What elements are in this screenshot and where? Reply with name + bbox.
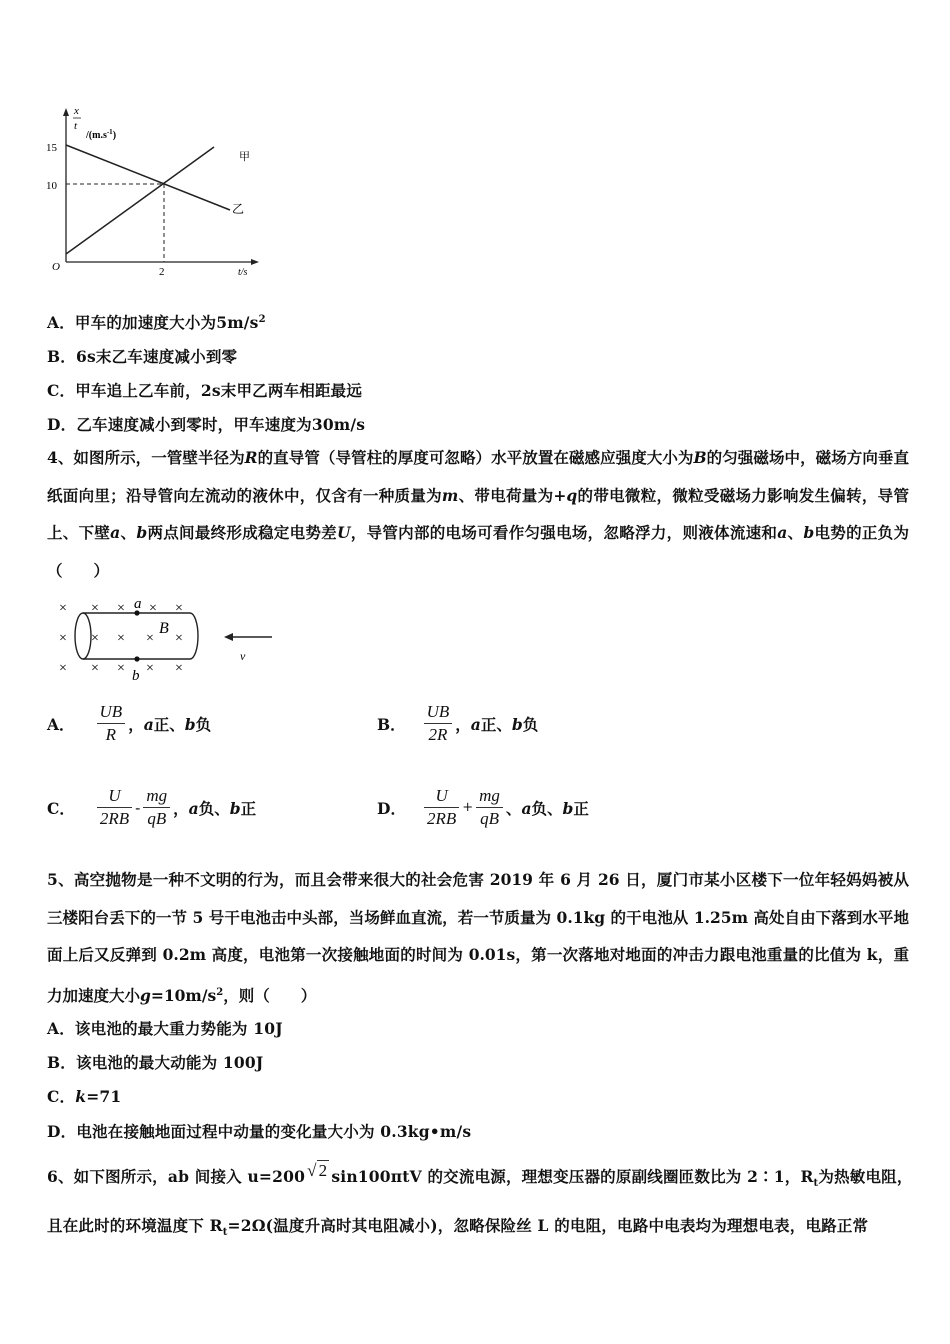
- label-b: b: [132, 668, 140, 684]
- sqrt-symbol: √ 2: [307, 1161, 328, 1180]
- origin-label: O: [52, 261, 60, 273]
- svg-text:×: ×: [117, 631, 125, 646]
- q4-option-b: B． $\frac{UB}{2R}$ ，a正、b负: [377, 702, 539, 744]
- y-axis-arrow: [63, 108, 69, 116]
- svg-text:×: ×: [91, 601, 99, 616]
- line-jia: [66, 147, 214, 254]
- svg-text:×: ×: [91, 661, 99, 676]
- q4-option-a: A． $\frac{UB}{R}$ ，a正、b负: [47, 702, 212, 744]
- x-axis-label: t/s: [238, 267, 248, 278]
- q3-option-d: D．乙车速度减小到零时，甲车速度为30m/s: [47, 415, 366, 434]
- svg-text:×: ×: [175, 601, 183, 616]
- label-jia: 甲: [239, 151, 250, 163]
- y-tick-10: 10: [46, 180, 57, 192]
- q4-option-c: C． $\frac{U}{2RB}$ - $\frac{mg}{qB}$ ，a负、b正: [47, 786, 257, 828]
- label-B: B: [159, 620, 169, 637]
- pipe-figure: [50, 592, 290, 687]
- x-t-graph: [40, 100, 270, 280]
- svg-text:×: ×: [117, 661, 125, 676]
- q6-stem-line2: 且在此时的环境温度下 $R_t=2\Omega$(温度升高时其电阻减小)，忽略保险丝 L 的电阻，电路中电表均为理想电表，电路正常: [47, 1216, 869, 1239]
- q3-option-b: B．6s末乙车速度减小到零: [47, 347, 238, 366]
- svg-text:×: ×: [59, 661, 67, 676]
- q5-stem: 5、高空抛物是一种不文明的行为，而且会带来很大的社会危害 2019 年 6 月 26 日，厦门市某小区楼下一位年轻妈妈被从三楼阳台丢下的一节 5 号干电池击中头部，当场鲜血直流，若一节质量为 0.1kg 的干电池从 1.25m 高处自由下落到水平地面上后又反弹到 0.2m 高度，电池第一次接触地面的时间为 0.01s，第一次落地对地面的冲击力跟电池重量的比值为 k，重力加速度大小$g=10m/s^2$，则（ ）: [47, 870, 909, 1005]
- pipe-left-end: [75, 613, 91, 659]
- svg-text:×: ×: [146, 661, 154, 676]
- y-label-top: x: [74, 105, 79, 117]
- y-tick-15: 15: [46, 142, 57, 154]
- field-crosses: [59, 601, 183, 676]
- q5-option-c: C．k=71: [47, 1087, 122, 1106]
- svg-text:×: ×: [149, 601, 157, 616]
- svg-text:×: ×: [91, 631, 99, 646]
- q5-option-b: B．该电池的最大动能为 100J: [47, 1053, 264, 1072]
- label-a: a: [134, 596, 142, 612]
- svg-text:×: ×: [117, 601, 125, 616]
- svg-text:×: ×: [175, 661, 183, 676]
- point-b: [134, 656, 139, 661]
- q4-stem: 4、如图所示，一管壁半径为R的直导管（导管柱的厚度可忽略）水平放置在磁感应强度大小为B的匀强磁场中，磁场方向垂直纸面向里；沿导管向左流动的液休中，仅含有一种质量为m、带电荷量为+q的带电微粒，微粒受磁场力影响发生偏转，导管上、下壁a、b两点间最终形成稳定电势差U，导管内部的电场可看作匀强电场，忽略浮力，则液体流速和a、b电势的正负为（ ）: [47, 448, 909, 580]
- svg-text:×: ×: [175, 631, 183, 646]
- q4-option-d: D． $\frac{U}{2RB}$ + $\frac{mg}{qB}$ 、a负、b正: [377, 786, 589, 828]
- line-yi: [66, 145, 230, 210]
- q5-option-d: D．电池在接触地面过程中动量的变化量大小为 0.3kg•m/s: [47, 1122, 472, 1141]
- svg-text:×: ×: [59, 601, 67, 616]
- q3-option-c: C．甲车追上乙车前，2s末甲乙两车相距最远: [47, 381, 363, 400]
- svg-text:×: ×: [59, 631, 67, 646]
- pipe-right-end: [190, 613, 198, 659]
- x-tick-2: 2: [159, 266, 165, 278]
- label-v: v: [240, 649, 246, 663]
- q3-option-a: A．甲车的加速度大小为$5m/s^2$: [47, 313, 266, 332]
- label-yi: 乙: [232, 202, 245, 216]
- y-label-bottom: t: [74, 120, 78, 132]
- x-axis-arrow: [251, 259, 259, 265]
- q5-option-a: A．该电池的最大重力势能为 10J: [47, 1019, 283, 1038]
- q6-stem-line1: 6、如下图所示，ab 间接入 u=200 √ 2 sin100πtV 的交流电源，理想变压器的原副线圈匝数比为 2∶1，$R_t$为热敏电阻，: [47, 1161, 913, 1190]
- y-unit: $/(m.s^{-1})$: [86, 128, 117, 141]
- svg-text:×: ×: [146, 631, 154, 646]
